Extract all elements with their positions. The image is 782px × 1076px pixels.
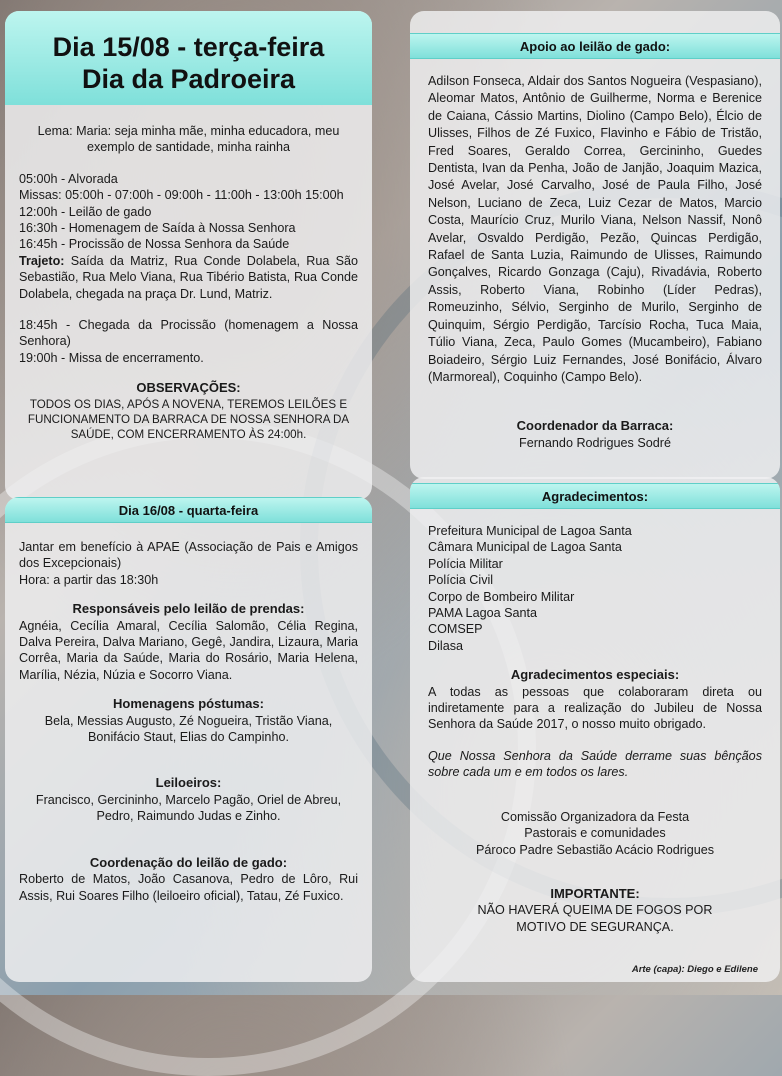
- auctioneers-names: Francisco, Gercininho, Marcelo Pagão, Oriel de Abreu, Pedro, Raimundo Judas e Zinho.: [35, 792, 342, 824]
- cattle-coordination-title: Coordenação do leilão de gado:: [89, 854, 288, 870]
- signature-line: Pároco Padre Sebastião Acácio Rodrigues: [475, 842, 715, 857]
- special-thanks-title: Agradecimentos especiais:: [510, 667, 680, 683]
- panel-agradecimentos: [410, 477, 780, 982]
- thanks-item: Polícia Militar: [428, 556, 503, 571]
- apoio-content: [410, 59, 780, 451]
- panel-day-16: [5, 497, 372, 982]
- schedule-item: 05:00h - Alvorada: [19, 171, 118, 186]
- barraca-coordinator-name: Fernando Rodrigues Sodré: [519, 435, 671, 450]
- dinner-text: Jantar em benefício à APAE (Associação de Pais e Amigos dos Excepcionais): [19, 540, 358, 571]
- panel-day-15: [5, 11, 372, 500]
- schedule-item: 12:00h - Leilão de gado: [19, 204, 152, 219]
- important-text: NÃO HAVERÁ QUEIMA DE FOGOS POR MOTIVO DE SEGURANÇA.: [477, 903, 713, 934]
- barraca-coordinator-title: Coordenador da Barraca:: [516, 418, 674, 434]
- day-15-title-band: [5, 11, 372, 105]
- dinner-hour: Hora: a partir das 18:30h: [19, 572, 159, 587]
- thanks-item: Dilasa: [428, 638, 463, 653]
- day-15-subtitle: Dia da Padroeira: [81, 64, 296, 94]
- thanks-item: Corpo de Bombeiro Militar: [428, 589, 575, 604]
- trajeto-text: [19, 253, 358, 302]
- signature-line: Comissão Organizadora da Festa: [500, 809, 690, 824]
- blessing-text: Que Nossa Senhora da Saúde derrame suas bênçãos sobre cada um e em todos os lares.: [428, 748, 762, 780]
- day-16-content: [5, 523, 372, 904]
- thanks-item: COMSEP: [428, 622, 483, 637]
- auctioneers-title: Leiloeiros:: [155, 775, 222, 791]
- schedule-item: 16:30h - Homenagem de Saída à Nossa Senhora: [19, 221, 296, 236]
- procession-arrival: 18:45h - Chegada da Procissão (homenagem a Nossa Senhora): [19, 318, 358, 349]
- thanks-item: Prefeitura Municipal de Lagoa Santa: [428, 524, 632, 538]
- prize-auction-title: Responsáveis pelo leilão de prendas:: [72, 601, 305, 617]
- closing-mass: 19:00h - Missa de encerramento.: [19, 350, 204, 365]
- schedule-item: Missas: 05:00h - 07:00h - 09:00h - 11:00h - 13:00h 15:00h: [19, 188, 344, 203]
- agradecimentos-title: Agradecimentos:: [410, 483, 780, 509]
- signature-line: Pastorais e comunidades: [524, 826, 666, 841]
- panel-apoio: [410, 11, 780, 479]
- observations-title: OBSERVAÇÕES:: [136, 380, 241, 396]
- day-16-title: Dia 16/08 - quarta-feira: [5, 497, 372, 523]
- posthumous-title: Homenagens póstumas:: [113, 696, 264, 712]
- day-15-content: [5, 105, 372, 442]
- special-thanks-text: A todas as pessoas que colaboraram direta ou indiretamente para a realização do Jubileu de Nossa Senhora da Saúde 2017, o nosso muito obrigado.: [428, 684, 762, 732]
- thanks-item: Câmara Municipal de Lagoa Santa: [428, 540, 622, 555]
- thanks-item: PAMA Lagoa Santa: [428, 606, 537, 621]
- apoio-title: Apoio ao leilão de gado:: [410, 33, 780, 59]
- lema-text: Lema: Maria: seja minha mãe, minha educadora, meu exemplo de santidade, minha rainha: [37, 124, 340, 155]
- posthumous-names: Bela, Messias Augusto, Zé Nogueira, Tristão Viana, Bonifácio Staut, Elias do Campinho.: [44, 713, 333, 745]
- schedule-item: 16:45h - Procissão de Nossa Senhora da Saúde: [19, 237, 290, 252]
- agradecimentos-content: [410, 509, 780, 935]
- trajeto-route: Saída da Matriz, Rua Conde Dolabela, Rua São Sebastião, Rua Melo Viana, Rua Tibério Batista, Rua Conde Dolabela, chegada na praça Dr. Lund, Matriz.: [19, 253, 358, 301]
- important-title: IMPORTANTE:: [550, 885, 640, 901]
- day-15-title: Dia 15/08 - terça-feira: [52, 32, 325, 62]
- apoio-names: Adilson Fonseca, Aldair dos Santos Nogueira (Vespasiano), Aleomar Matos, Antônio de Guilherme, Norma e Berenice de Caiana, Cássio Martins, Diolino (Campo Belo), Élcio de Ulisses, Filhos de Zé Fuxico, Flavinho e Fábio de Tristão, Fred Soares, Geraldo Correa, Gercininho, Guedes Dentista, Ivan da Penha, João de Janjão, Joaquim Mazica, José Avelar, José Carvalho, José de Paula Filho, José Nelson, Luciano de Zeca, Luiz Cezar de Matos, Marcio Costa, Maurício Cruz, Murilo Viana, Nelson Nassif, Nonô Avelar, Osvaldo Perdigão, Pezão, Quincas Perdigão, Rafael de Santa Luzia, Raimundo de Ulisses, Raimundo Gonçalves, Ricardo Gonzaga (Caju), Rivadávia, Roberto Assis, Roberto Viana, Robinho (Líder Pedras), Romeuzinho, Sélvio, Serginho de Murilo, Serginho de Quinquim, Sérgio Perdigão, Tarcísio Rocha, Tuca Maia, Túlio Viana, Zeca, Paulo Gomes (Mucambeiro), Fabiano Boiadeiro, Sérgio Luiz Fernandes, José Bonifácio, Álvaro (Marmoreal), Coquinho (Campo Belo).: [428, 74, 762, 384]
- thanks-item: Polícia Civil: [428, 573, 494, 588]
- cattle-coordination-names: Roberto de Matos, João Casanova, Pedro de Lôro, Rui Assis, Rui Soares Filho (leiloeiro oficial), Tatau, Zé Fuxico.: [19, 872, 358, 903]
- trajeto-label: Trajeto:: [19, 253, 65, 268]
- observations-text: TODOS OS DIAS, APÓS A NOVENA, TEREMOS LEILÕES E FUNCIONAMENTO DA BARRACA DE NOSSA SENHORA DA SAÚDE, COM ENCERRAMENTO ÀS 24:00h.: [27, 397, 350, 441]
- prize-auction-names: Agnéia, Cecília Amaral, Cecília Salomão, Célia Regina, Dalva Pereira, Dalva Mariano, Gegê, Jandira, Lizaura, Maria Corrêa, Maria da Saúde, Maria do Rosário, Maria Helena, Marília, Nézia, Núzia e Socorro Viana.: [19, 618, 358, 682]
- art-credit: Arte (capa): Diego e Edilene: [631, 964, 758, 975]
